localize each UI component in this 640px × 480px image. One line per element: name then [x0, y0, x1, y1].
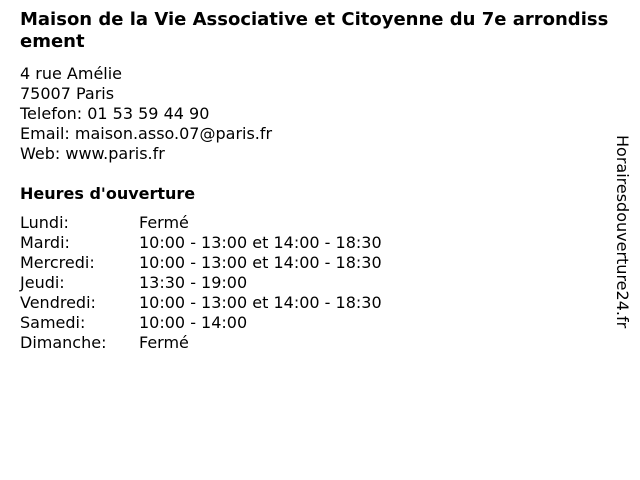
phone-number: Telefon: 01 53 59 44 90 — [20, 104, 210, 123]
site-watermark: Horairesdouverture24.fr — [613, 135, 632, 329]
email-address: Email: maison.asso.07@paris.fr — [20, 124, 273, 143]
hours-row-monday — [20, 213, 382, 233]
day-label: Vendredi: — [20, 293, 96, 312]
hours-row-sunday — [20, 333, 382, 353]
hours-row-saturday — [20, 313, 382, 333]
day-label: Mardi: — [20, 233, 70, 252]
street-address: 4 rue Amélie — [20, 64, 123, 83]
day-label: Jeudi: — [20, 273, 65, 292]
day-hours: 10:00 - 13:00 et 14:00 - 18:30 — [139, 293, 382, 312]
day-label: Dimanche: — [20, 333, 107, 352]
day-hours: Fermé — [139, 333, 189, 352]
hours-row-tuesday — [20, 233, 382, 253]
day-label: Mercredi: — [20, 253, 95, 272]
website: Web: www.paris.fr — [20, 144, 165, 163]
opening-hours-table — [20, 213, 382, 353]
place-title: Maison de la Vie Associative et Citoyenne du 7e arrondissement — [20, 9, 609, 52]
day-hours: 10:00 - 14:00 — [139, 313, 248, 332]
hours-row-wednesday — [20, 253, 382, 273]
opening-hours-heading: Heures d'ouverture — [20, 184, 196, 203]
day-label: Samedi: — [20, 313, 86, 332]
hours-row-thursday — [20, 273, 382, 293]
address-block — [20, 64, 272, 164]
day-hours: 10:00 - 13:00 et 14:00 - 18:30 — [139, 233, 382, 252]
day-hours: 13:30 - 19:00 — [139, 273, 248, 292]
day-label: Lundi: — [20, 213, 69, 232]
day-hours: Fermé — [139, 213, 189, 232]
day-hours: 10:00 - 13:00 et 14:00 - 18:30 — [139, 253, 382, 272]
hours-row-friday — [20, 293, 382, 313]
postal-city: 75007 Paris — [20, 84, 115, 103]
